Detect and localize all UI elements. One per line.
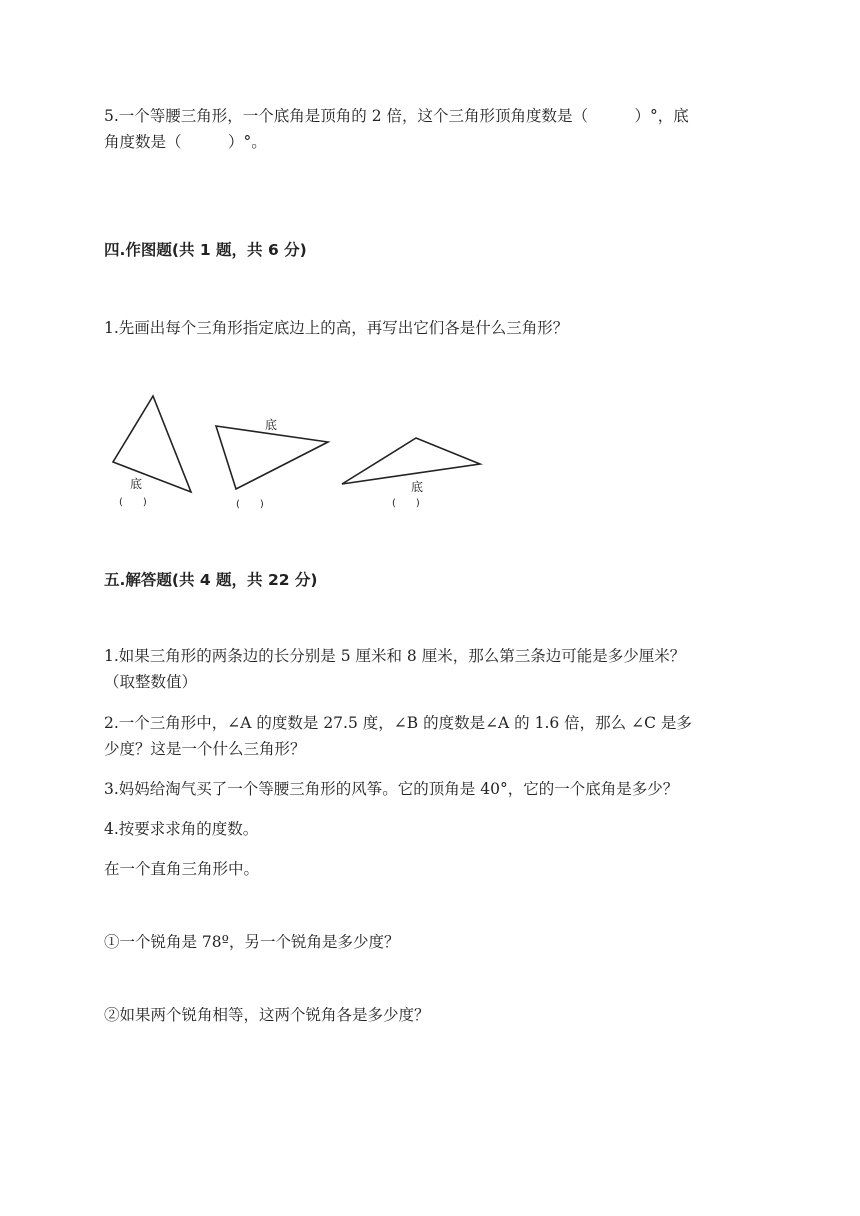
- section-5-question-4-sub-1: ①一个锐角是 78º，另一个锐角是多少度？: [104, 933, 400, 951]
- triangle-3-base-label: 底: [411, 480, 424, 494]
- section-5-question-1-line-2: （取整数值）: [104, 673, 198, 691]
- triangle-1-answer-blank: ( ): [119, 497, 147, 508]
- section-5-question-3: 3.妈妈给淘气买了一个等腰三角形的风筝。它的顶角是 40°，它的一个底角是多少？: [104, 780, 679, 798]
- section-5-question-4-intro: 在一个直角三角形中。: [104, 860, 260, 878]
- triangles-figure: [104, 384, 494, 518]
- triangle-3-answer-blank: ( ): [392, 498, 420, 509]
- triangle-1: [113, 396, 191, 492]
- section-4-question-1: 1.先画出每个三角形指定底边上的高，再写出它们各是什么三角形？: [104, 319, 569, 337]
- section-5-question-2-line-1: 2.一个三角形中，∠A 的度数是 27.5 度，∠B 的度数是∠A 的 1.6 倍，那么 ∠C 是多: [104, 714, 692, 732]
- section-5-question-4-sub-2: ②如果两个锐角相等，这两个锐角各是多少度？: [104, 1006, 430, 1024]
- section-5-question-4: 4.按要求求角的度数。: [104, 820, 259, 838]
- triangle-2-base-label: 底: [265, 418, 278, 432]
- section-5-question-1-line-1: 1.如果三角形的两条边的长分别是 5 厘米和 8 厘米，那么第三条边可能是多少厘米？: [104, 647, 686, 665]
- question-5-line-1: 5.一个等腰三角形，一个底角是顶角的 2 倍，这个三角形顶角度数是（ ）°，底: [104, 107, 689, 125]
- triangle-2-answer-blank: ( ): [236, 499, 264, 510]
- triangle-2: [216, 426, 328, 489]
- section-4-heading: 四.作图题(共 1 题，共 6 分): [104, 241, 307, 259]
- section-5-question-2-line-2: 少度？这是一个什么三角形？: [104, 740, 306, 758]
- triangle-3: [342, 438, 480, 484]
- section-5-heading: 五.解答题(共 4 题，共 22 分): [104, 571, 318, 589]
- triangle-1-base-label: 底: [130, 477, 143, 491]
- question-5-line-2: 角度数是（ ）°。: [104, 133, 267, 151]
